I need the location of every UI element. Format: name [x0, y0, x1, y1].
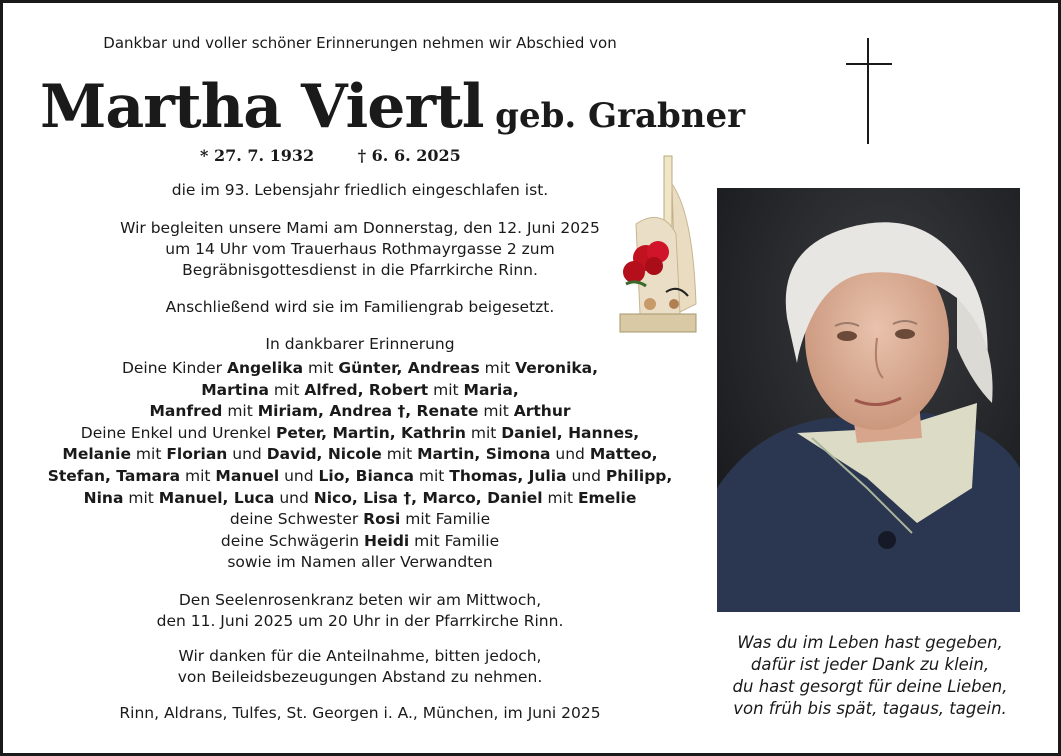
mourner-text: und	[227, 445, 267, 464]
funeral-line: Wir begleiten unsere Mami am Donnerstag, den 12. Juni 2025	[120, 219, 600, 237]
mourner-name: Maria,	[463, 380, 519, 399]
mourner-name: Thomas, Julia	[449, 466, 567, 485]
maiden-name: geb. Grabner	[495, 96, 746, 136]
mourner-text: und	[550, 445, 590, 464]
mourner-text: sowie im Namen aller Verwandten	[227, 553, 493, 572]
mourners-line	[30, 444, 690, 466]
mourner-text: und	[566, 466, 606, 485]
mourner-text: mit	[123, 488, 159, 507]
mourner-name: Emelie	[577, 488, 637, 507]
mourners-line	[30, 531, 690, 553]
quote-line: Was du im Leben hast gegeben,	[737, 633, 1003, 652]
mourner-name: Melanie	[62, 445, 131, 464]
mourner-name: Manuel	[215, 466, 280, 485]
mourner-name: Manfred	[149, 402, 223, 421]
mourner-text: mit Familie	[409, 531, 500, 550]
portrait-photo	[717, 188, 1020, 612]
mourner-name: Philipp,	[605, 466, 673, 485]
mourner-name: Miriam, Andrea †, Renate	[257, 402, 479, 421]
mourner-text: und	[274, 488, 314, 507]
funeral-line: um 14 Uhr vom Trauerhaus Rothmayrgasse 2 zum	[165, 240, 555, 258]
mourner-text: mit	[478, 402, 514, 421]
mourner-text: mit	[131, 445, 167, 464]
mourners-line	[30, 380, 690, 402]
mourner-name: Lio, Bianca	[318, 466, 414, 485]
mourners-line	[30, 358, 690, 380]
mourner-name: Stefan, Tamara	[47, 466, 181, 485]
rosary-announcement	[30, 590, 690, 632]
places-date: Rinn, Aldrans, Tulfes, St. Georgen i. A., München, im Juni 2025	[119, 704, 601, 722]
mourners-line	[30, 423, 690, 445]
mourner-text: mit	[303, 359, 339, 377]
mourner-name: Arthur	[513, 402, 571, 421]
mourner-name: Rosi	[363, 510, 401, 529]
mourner-name: Veronika,	[515, 359, 599, 377]
life-dates	[200, 146, 461, 165]
deceased-name: Martha Viertl	[40, 72, 484, 142]
quote-line: dafür ist jeder Dank zu klein,	[750, 655, 990, 674]
mourner-name: Angelika	[227, 359, 304, 377]
cross-icon	[846, 38, 892, 144]
quote-line: von früh bis spät, tagaus, tagein.	[733, 699, 1007, 718]
mourner-text: mit	[479, 359, 516, 377]
mourner-name: Martin, Simona	[417, 445, 551, 464]
mourner-name: Manuel, Luca	[158, 488, 275, 507]
mourners-line	[30, 488, 690, 510]
funeral-announcement	[30, 218, 690, 281]
mourner-text: mit	[428, 380, 464, 399]
rosary-line: den 11. Juni 2025 um 20 Uhr in der Pfarrkirche Rinn.	[156, 612, 564, 630]
mourners-line	[30, 509, 690, 531]
burial-text: Anschließend wird sie im Familiengrab beigesetzt.	[165, 298, 555, 316]
mourner-name: Günter, Andreas	[338, 359, 480, 377]
mourners-line	[30, 401, 690, 423]
mourner-name: Peter, Martin, Kathrin	[276, 423, 466, 442]
mourner-name: Heidi	[364, 531, 410, 550]
mourner-name: Florian	[166, 445, 228, 464]
mourner-name: Alfred, Robert	[304, 380, 429, 399]
death-date: † 6. 6. 2025	[357, 146, 461, 165]
thanks-line: Wir danken für die Anteilnahme, bitten jedoch,	[178, 647, 542, 665]
mourner-name: Nico, Lisa †, Marco, Daniel	[313, 488, 543, 507]
mourner-text: deine Schwägerin	[220, 531, 365, 550]
mourners-list	[30, 358, 690, 574]
mourner-text: und	[279, 466, 319, 485]
mourner-text: Deine Enkel und Urenkel	[80, 423, 277, 442]
deceased-name-line	[40, 72, 746, 142]
memorial-quote	[712, 632, 1028, 720]
mourner-text: mit	[381, 445, 418, 464]
mourner-text: mit Familie	[400, 510, 491, 529]
thanks-text	[30, 646, 690, 688]
candle-roses-decoration	[616, 154, 700, 336]
intro-text: Dankbar und voller schöner Erinnerungen nehmen wir Abschied von	[103, 34, 617, 52]
portrait-illustration	[717, 188, 1020, 612]
mourner-text: mit	[542, 488, 578, 507]
funeral-line: Begräbnisgottesdienst in die Pfarrkirche Rinn.	[182, 261, 538, 279]
mourner-name: Martina	[201, 380, 269, 399]
birth-date: * 27. 7. 1932	[200, 146, 315, 165]
mourner-text: mit	[465, 423, 502, 442]
mourner-text: mit	[269, 380, 305, 399]
mourner-text: deine Schwester	[229, 510, 364, 529]
rosary-line: Den Seelenrosenkranz beten wir am Mittwoch,	[178, 591, 542, 609]
thanks-line: von Beileidsbezeugungen Abstand zu nehmen.	[177, 668, 543, 686]
mourner-text: mit	[180, 466, 216, 485]
quote-line: du hast gesorgt für deine Lieben,	[732, 677, 1008, 696]
mourner-name: Matteo,	[589, 445, 658, 464]
mourners-line	[30, 466, 690, 488]
mourner-text: mit	[413, 466, 450, 485]
mourner-text: mit	[222, 402, 258, 421]
mourner-name: Daniel, Hannes,	[501, 423, 640, 442]
mourner-name: Nina	[83, 488, 124, 507]
gratitude-heading: In dankbarer Erinnerung	[265, 335, 455, 353]
mourner-name: David, Nicole	[266, 445, 382, 464]
mourners-line	[30, 552, 690, 574]
passed-text: die im 93. Lebensjahr friedlich eingeschlafen ist.	[171, 181, 549, 199]
mourner-text: Deine Kinder	[121, 359, 227, 377]
